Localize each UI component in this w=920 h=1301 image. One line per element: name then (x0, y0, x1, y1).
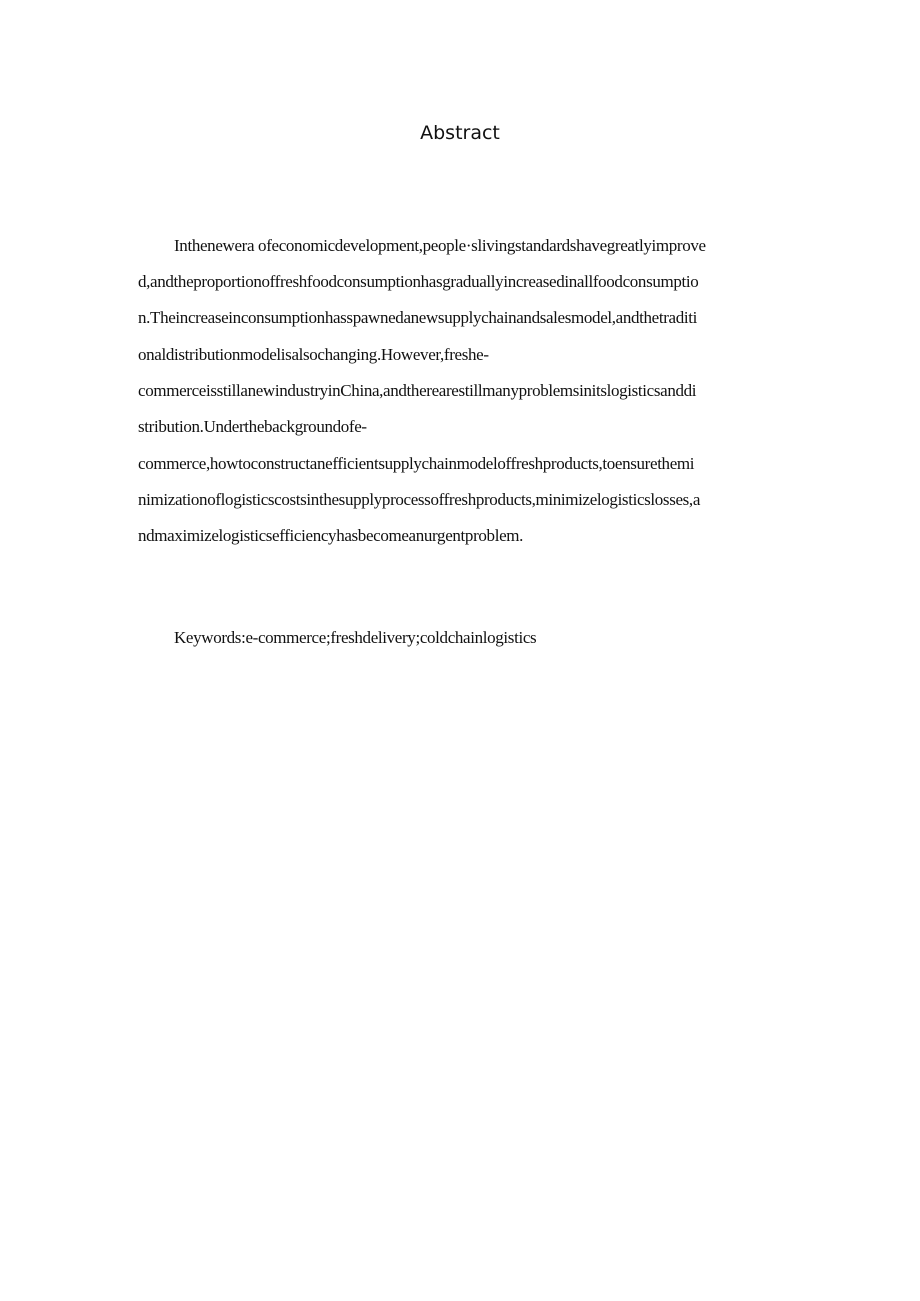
abstract-line: n.Theincreaseinconsumptionhasspawnedanewsupplychainandsalesmodel,andthetraditi (138, 308, 698, 327)
abstract-line: stribution.Underthebackgroundofe- (138, 417, 367, 436)
abstract-line: Inthenewera ofeconomicdevelopment,people·slivingstandardshavegreatlyimprove (174, 236, 706, 255)
abstract-line: d,andtheproportionoffreshfoodconsumptionhasgraduallyincreasedinallfoodconsumptio (138, 272, 699, 291)
abstract-line: nimizationoflogisticscostsinthesupplyprocessoffreshproducts,minimizelogisticslosses,a (138, 490, 701, 509)
page-title: Abstract (420, 122, 500, 144)
abstract-line: commerceisstillanewindustryinChina,andtherearestillmanyproblemsinitslogisticsanddi (138, 381, 697, 400)
abstract-line: onaldistributionmodelisalsochanging.However,freshe- (138, 345, 489, 364)
keywords-line: Keywords:e-commerce;freshdelivery;coldchainlogistics (174, 628, 537, 647)
abstract-line: commerce,howtoconstructanefficientsupplychainmodeloffreshproducts,toensurethemi (138, 454, 695, 473)
abstract-line: ndmaximizelogisticsefficiencyhasbecomeanurgentproblem. (138, 526, 524, 545)
